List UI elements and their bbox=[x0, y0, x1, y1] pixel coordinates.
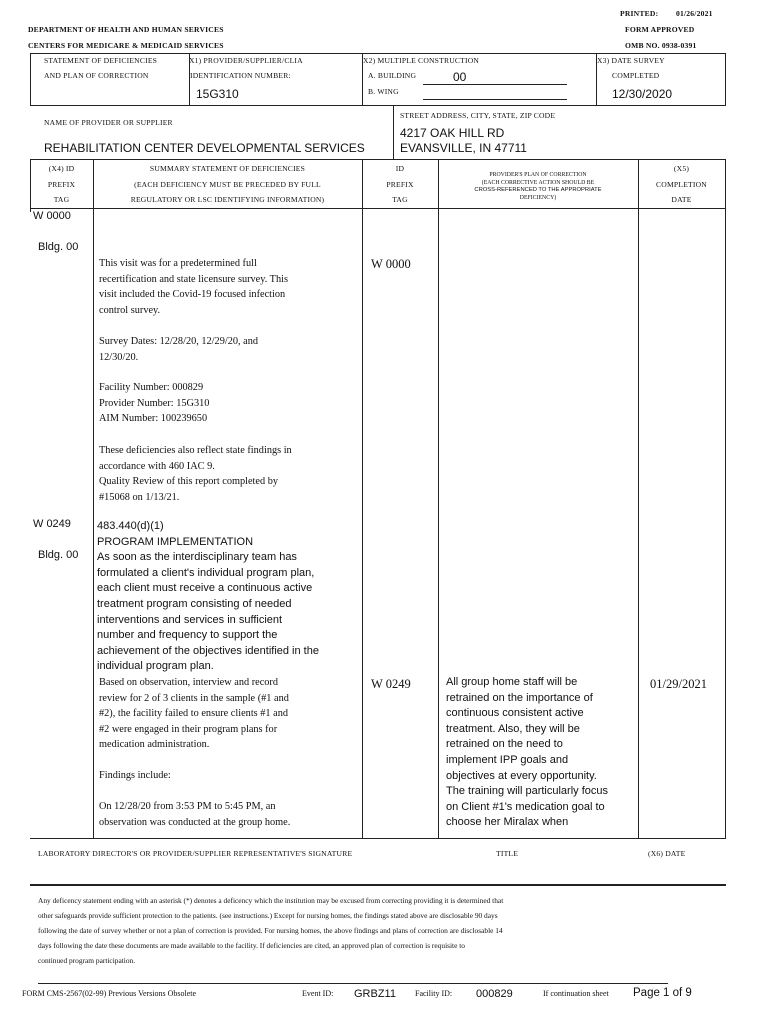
printed-label: PRINTED: bbox=[620, 9, 659, 18]
form-approved: FORM APPROVED bbox=[625, 25, 695, 34]
address-street: 4217 OAK HILL RD bbox=[400, 126, 505, 140]
id-prefix-label: PREFIX bbox=[386, 180, 414, 189]
observation-text: On 12/28/20 from 3:53 PM to 5:45 PM, an observation was conducted at the group home. bbox=[99, 801, 291, 828]
plan-subheader-3: DEFICIENCY) bbox=[519, 195, 557, 201]
x4-prefix-label: PREFIX bbox=[47, 180, 76, 189]
x1-label: X1) PROVIDER/SUPPLIER/CLIA bbox=[189, 56, 303, 65]
provider-id-value: 15G310 bbox=[196, 87, 239, 101]
provider-bottom-rule bbox=[30, 159, 726, 160]
deficiency-finding-text: Based on observation, interview and record review for 2 of 3 clients in the sample (#1 and #2), the facility failed to ensure clients #1 and #2 were engaged in their program plans for medication administration. bbox=[99, 677, 289, 751]
state-findings-text: These deficiencies also reflect state findings in accordance with 460 IAC 9. Quality Review of this report completed by #15068 on 1/13/21. bbox=[99, 445, 292, 503]
id-tag-label: TAG bbox=[392, 195, 408, 204]
building-value: 00 bbox=[453, 70, 467, 84]
provider-divider bbox=[393, 105, 394, 159]
id-label: ID bbox=[395, 164, 405, 173]
signature-label: LABORATORY DIRECTOR'S OR PROVIDER/SUPPLIER REPRESENTATIVE'S SIGNATURE bbox=[38, 849, 353, 858]
x4-id-label: (X4) ID bbox=[48, 164, 75, 173]
x3-sublabel: COMPLETED bbox=[612, 71, 660, 80]
building-tag-2: Bldg. 00 bbox=[38, 549, 79, 561]
prefix-tag-w0000: W 0000 bbox=[33, 210, 71, 222]
centers-name: CENTERS FOR MEDICARE & MEDICAID SERVICES bbox=[28, 41, 224, 50]
disclaimer-line-5: continued program participation. bbox=[38, 956, 136, 965]
col-right-edge bbox=[725, 159, 726, 838]
plan-label: AND PLAN OF CORRECTION bbox=[44, 71, 149, 80]
col-divider-summary bbox=[93, 159, 94, 838]
completion-label: COMPLETION bbox=[656, 180, 707, 189]
id-tag-w0249: W 0249 bbox=[371, 677, 411, 691]
address-city: EVANSVILLE, IN 47711 bbox=[400, 141, 527, 155]
column-header-rule bbox=[30, 208, 726, 209]
disclaimer-line-4: days following the date these documents are made available to the facility. If deficiencies are cited, an approved plan of correction is requisite to bbox=[38, 941, 465, 950]
department-name: DEPARTMENT OF HEALTH AND HUMAN SERVICES bbox=[28, 25, 224, 34]
survey-completed-date: 12/30/2020 bbox=[612, 87, 673, 101]
printed-date: 01/26/2021 bbox=[676, 9, 713, 18]
provider-name-label: NAME OF PROVIDER OR SUPPLIER bbox=[44, 118, 173, 127]
signature-rule bbox=[30, 884, 726, 886]
id-tag-w0000: W 0000 bbox=[371, 257, 411, 271]
footer-rule bbox=[38, 983, 668, 984]
box-bottom-rule bbox=[30, 105, 726, 106]
address-label: STREET ADDRESS, CITY, STATE, ZIP CODE bbox=[400, 111, 556, 120]
x2-label: X2) MULTIPLE CONSTRUCTION bbox=[363, 56, 480, 65]
continuation-label: If continuation sheet bbox=[543, 989, 609, 998]
survey-intro-text: This visit was for a predetermined full recertification and state licensure survey. This visit included the Covid-19 focused infection control survey. bbox=[99, 258, 288, 316]
title-label: TITLE bbox=[496, 849, 519, 858]
date-label: DATE bbox=[671, 195, 692, 204]
plan-of-correction-text: All group home staff will be retrained on the importance of continuous consistent active treatment. Also, they will be retrained on the need to implement IPP goals and objectives at every opportunity. The training will particularly focus on Client #1's medication goal to choose her Miralax when bbox=[446, 676, 609, 829]
form-number: FORM CMS-2567(02-99) Previous Versions Obsolete bbox=[22, 989, 197, 998]
findings-include-text: Findings include: bbox=[99, 770, 171, 781]
summary-subheader-2: REGULATORY OR LSC IDENTIFYING INFORMATION) bbox=[130, 195, 325, 204]
box-left-rule bbox=[30, 53, 31, 105]
disclaimer-line-1: Any deficency statement ending with an asterisk (*) denotes a deficency which the institution may be excused from correcting providing it is determined that bbox=[38, 896, 504, 905]
x3-label: X3) DATE SURVEY bbox=[597, 56, 665, 65]
event-id-label: Event ID: bbox=[302, 989, 334, 998]
survey-dates-text: Survey Dates: 12/28/20, 12/29/20, and 12/30/20. bbox=[99, 336, 259, 363]
plan-subheader-2: CROSS-REFERENCED TO THE APPROPRIATE bbox=[474, 187, 602, 193]
completion-date-value: 01/29/2021 bbox=[650, 677, 707, 691]
col-divider-id bbox=[362, 159, 363, 838]
box-right-rule bbox=[725, 53, 726, 105]
disclaimer-line-3: following the date of survey whether or not a plan of correction is provided. For nursing homes, the above findings and plans of correction are disclosable 14 bbox=[38, 926, 503, 935]
statement-label: STATEMENT OF DEFICIENCIES bbox=[44, 56, 158, 65]
facility-id-label: Facility ID: bbox=[415, 989, 453, 998]
building-label: A. BUILDING bbox=[368, 71, 417, 80]
x4-tag-label: TAG bbox=[53, 195, 70, 204]
table-bottom-rule bbox=[30, 838, 726, 839]
summary-subheader-1: (EACH DEFICIENCY MUST BE PRECEDED BY FULL bbox=[134, 180, 321, 189]
signature-date-label: (X6) DATE bbox=[648, 849, 686, 858]
page-number: Page 1 of 9 bbox=[633, 987, 692, 999]
building-tag-1: Bldg. 00 bbox=[38, 241, 79, 253]
plan-header: PROVIDER'S PLAN OF CORRECTION bbox=[489, 172, 587, 178]
building-underline bbox=[423, 84, 567, 85]
disclaimer-line-2: other safeguards provide sufficient protection to the patients. (see instructions.) Except for nursing homes, the findings stated above are disclosable 90 days bbox=[38, 911, 498, 920]
facility-id-value: 000829 bbox=[476, 988, 513, 1000]
x5-label: (X5) bbox=[673, 164, 690, 173]
prefix-tag-w0249: W 0249 bbox=[33, 518, 71, 530]
wing-label: B. WING bbox=[368, 87, 399, 96]
x1-sublabel: IDENTIFICATION NUMBER: bbox=[190, 71, 291, 80]
wing-underline bbox=[423, 99, 567, 100]
facility-numbers-text: Facility Number: 000829 Provider Number: 15G310 AIM Number: 100239650 bbox=[99, 382, 210, 425]
omb-number: OMB NO. 0938-0391 bbox=[625, 41, 697, 50]
col-divider-plan bbox=[438, 159, 439, 838]
event-id-value: GRBZ11 bbox=[354, 988, 396, 1000]
col-divider-completion bbox=[638, 159, 639, 838]
plan-subheader-1: (EACH CORRECTIVE ACTION SHOULD BE bbox=[481, 180, 595, 186]
box-top-rule bbox=[30, 53, 726, 54]
regulation-text: 483.440(d)(1) PROGRAM IMPLEMENTATION As soon as the interdisciplinary team has formulated a client's individual program plan, each client must receive a continuous active treatment program consisting of needed interventions and services in sufficient number and frequency to support the achievement of the objectives identified in the individual program plan. bbox=[97, 520, 319, 673]
summary-header: SUMMARY STATEMENT OF DEFICIENCIES bbox=[149, 164, 306, 173]
provider-name-value: REHABILITATION CENTER DEVELOPMENTAL SERVICES bbox=[44, 141, 365, 155]
